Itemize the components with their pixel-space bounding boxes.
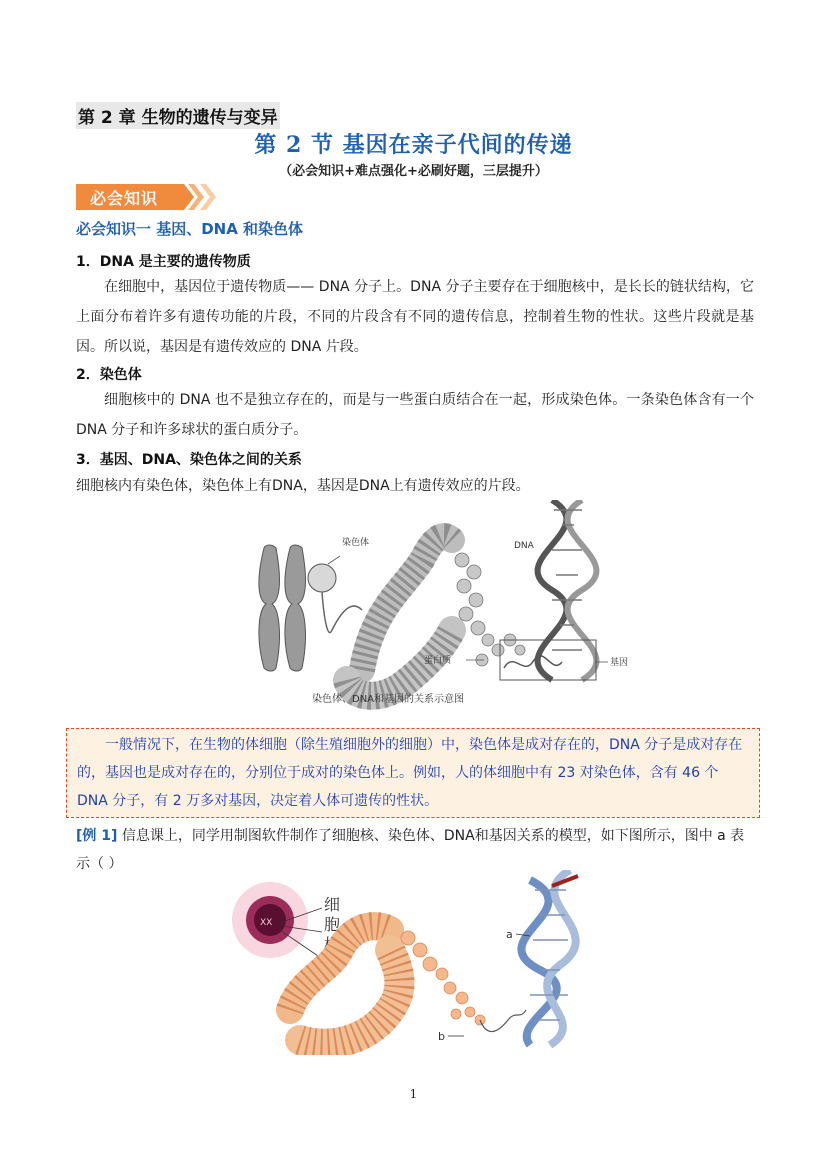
model-figure bbox=[230, 870, 610, 1055]
dna-helix-icon bbox=[538, 500, 597, 680]
label-nucleus-1: 细 bbox=[324, 895, 341, 914]
protein-bead-icons bbox=[455, 553, 525, 666]
coiled-chromatin-icon bbox=[347, 536, 452, 696]
item-heading-2: 2．染色体 bbox=[76, 367, 142, 383]
coil-upper-icon bbox=[290, 926, 390, 1010]
item-heading-3: 3．基因、DNA、染色体之间的关系 bbox=[76, 452, 302, 468]
label-gene: 基因 bbox=[610, 658, 629, 668]
chromosome-dna-gene-figure bbox=[252, 500, 642, 710]
label-protein: 蛋白质 bbox=[424, 656, 452, 666]
zoom-circle-icon bbox=[308, 564, 336, 592]
figure1-illustration bbox=[252, 500, 642, 710]
section-subtitle: （必会知识+难点强化+必刷好题，三层提升） bbox=[279, 164, 548, 179]
item-paragraph-1: 在细胞中，基因位于遗传物质—— DNA 分子上。DNA 分子主要存在于细胞核中，是长长的链状结构，它上面分布着许多有遗传功能的片段，不同的片段含有不同的遗传信息，控制着生物的性状。这些片段就是基因。所以说，基因是有遗传效应的 DNA 片段。 bbox=[76, 279, 754, 355]
page-number: 1 bbox=[409, 1087, 418, 1101]
banner-label: 必会知识 bbox=[90, 189, 159, 208]
label-b: b bbox=[438, 1030, 445, 1043]
svg-text:XX: XX bbox=[260, 918, 273, 928]
label-nucleus-3: 核 bbox=[324, 935, 341, 954]
dna-double-helix-icon bbox=[521, 870, 578, 1045]
knowledge-section-title: 必会知识一 基因、DNA 和染色体 bbox=[76, 220, 304, 238]
figure1-caption: 染色体、DNA和基因的关系示意图 bbox=[312, 694, 465, 705]
knowledge-banner bbox=[76, 182, 216, 212]
label-dna: DNA bbox=[514, 541, 534, 551]
label-chromosome: 染色体 bbox=[342, 538, 370, 548]
label-nucleus-4: 内 bbox=[324, 955, 341, 974]
chapter-title: 第 2 章 生物的遗传与变异 bbox=[76, 102, 280, 129]
figure2-illustration bbox=[230, 870, 610, 1055]
example-text: 信息课上，同学用制图软件制作了细胞核、染色体、DNA和基因关系的模型，如下图所示，图中 a 表示（ ） bbox=[76, 828, 745, 872]
label-a: a bbox=[506, 928, 513, 941]
item-paragraph-3: 细胞核内有染色体，染色体上有DNA，基因是DNA上有遗传效应的片段。 bbox=[76, 478, 530, 494]
label-nucleus-2: 胞 bbox=[324, 915, 341, 934]
item-heading-1: 1．DNA 是主要的遗传物质 bbox=[76, 254, 251, 270]
section-title: 第 2 节 基因在亲子代间的传递 bbox=[254, 132, 573, 158]
chromosome-pair-icon bbox=[259, 545, 306, 671]
item-paragraph-2: 细胞核中的 DNA 也不是独立存在的，而是与一些蛋白质结合在一起，形成染色体。一条染色体含有一个 DNA 分子和许多球状的蛋白质分子。 bbox=[76, 392, 754, 438]
example-tag: [例 1] bbox=[76, 828, 118, 844]
note-box bbox=[66, 728, 760, 818]
note-text: 一般情况下，在生物的体细胞（除生殖细胞外的细胞）中，染色体是成对存在的，DNA 分子是成对存在的，基因也是成对存在的，分别位于成对的染色体上。例如，人的体细胞中有 23 对染色体，含有 46 个 DNA 分子，有 2 万多对基因，决定着人体可遗传的性状。 bbox=[77, 737, 743, 809]
